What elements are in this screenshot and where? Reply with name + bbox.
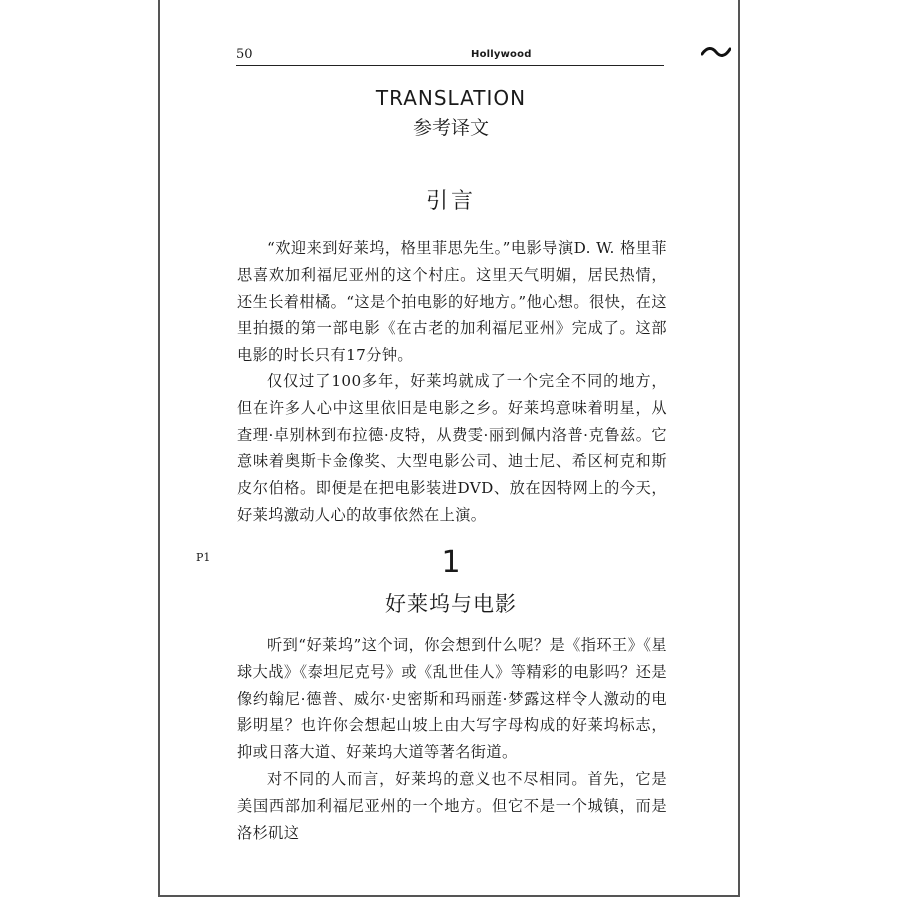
- chapter-paragraph: 听到“好莱坞”这个词，你会想到什么呢？是《指环王》《星球大战》《泰坦尼克号》或《乱世佳人》等精彩的电影吗？还是像约翰尼·德普、威尔·史密斯和玛丽莲·梦露这样令人激动的电影明星？也许你会想起山坡上由大写字母构成的好莱坞标志，抑或日落大道、好莱坞大道等著名街道。: [237, 636, 667, 762]
- running-title: Hollywood: [471, 49, 532, 60]
- margin-marker: P1: [196, 551, 211, 564]
- swash-ornament-icon: [701, 45, 731, 59]
- chapter-paragraph: 对不同的人而言，好莱坞的意义也不尽相同。首先，它是美国西部加利福尼亚州的一个地方。但它不是一个城镇，而是洛杉矶这: [237, 770, 667, 842]
- section-title-en: TRANSLATION: [375, 86, 527, 110]
- intro-paragraph: 仅仅过了100多年，好莱坞就成了一个完全不同的地方，但在许多人心中这里依旧是电影之乡。好莱坞意味着明星，从查理·卓别林到布拉德·皮特，从费雯·丽到佩内洛普·克鲁兹。它意味着奥斯卡金像奖、大型电影公司、迪士尼、希区柯克和斯皮尔伯格。即便是在把电影装进DVD、放在因特网上的今天，好莱坞激动人心的故事依然在上演。: [237, 372, 667, 524]
- page-number: 50: [236, 47, 253, 62]
- section-title-zh: 参考译文: [412, 117, 489, 139]
- intro-heading: 引言: [425, 189, 476, 214]
- intro-paragraph: “欢迎来到好莱坞，格里菲思先生。”电影导演D. W. 格里菲思喜欢加利福尼亚州的这个村庄。这里天气明媚，居民热情，还生长着柑橘。“这是个拍电影的好地方。”他心想。很快，在这里拍摄的第一部电影《在古老的加利福尼亚州》完成了。这部电影的时长只有17分钟。: [237, 239, 667, 365]
- book-page: [158, 0, 740, 897]
- chapter-title: 好莱坞与电影: [385, 592, 517, 616]
- chapter-number: 1: [441, 545, 461, 580]
- header-rule: [236, 65, 664, 66]
- running-head: [236, 47, 742, 65]
